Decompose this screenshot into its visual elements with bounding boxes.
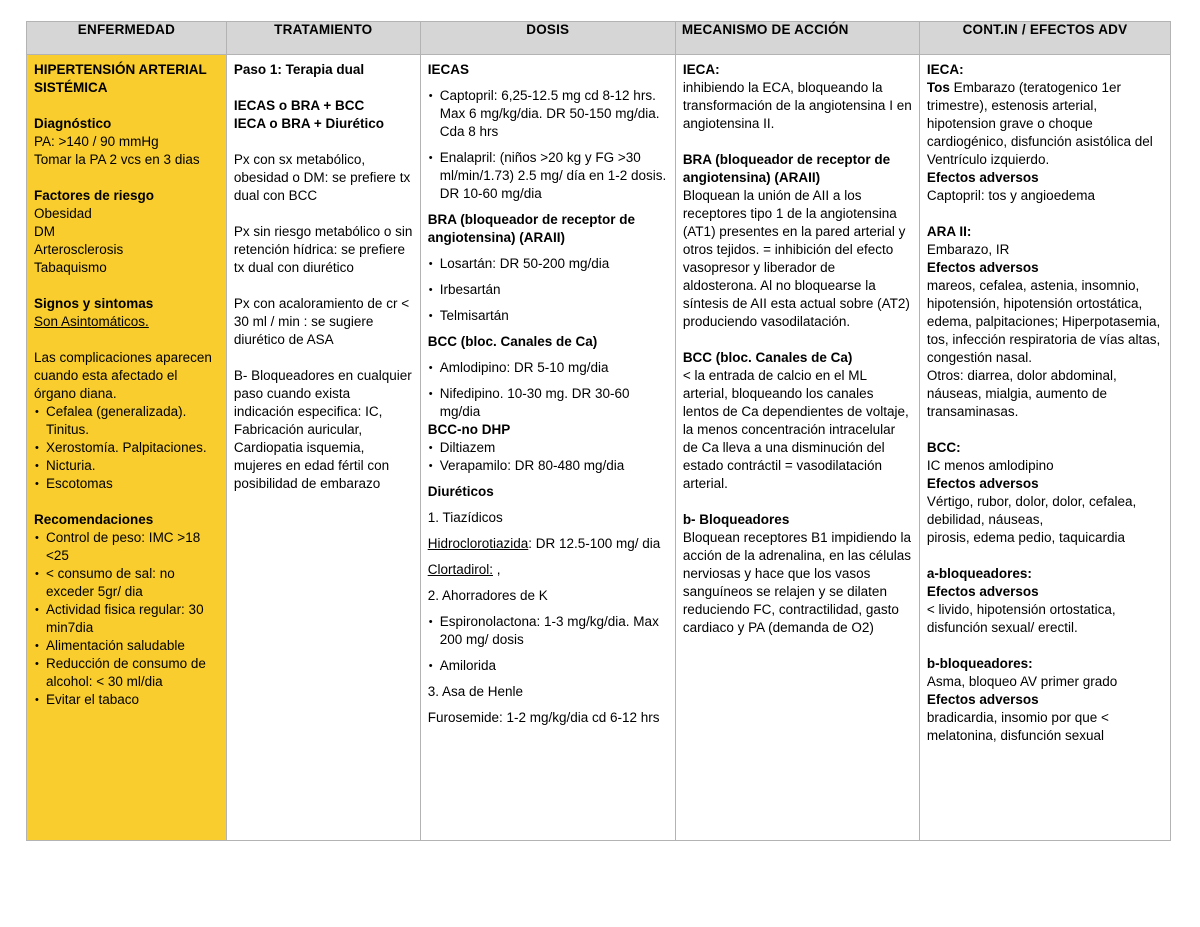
recommendation-item: • Control de peso: IMC >18 <25 [34, 529, 220, 565]
treatment-note: Px con sx metabólico, obesidad o DM: se prefiere tx dual con BCC [233, 152, 411, 203]
signs-heading: Signos y sintomas [34, 296, 154, 311]
contraindication-detail: Embarazo (teratogenico 1er trimestre), estenosis arterial, hipotension grave o choque cardiogénico, disfunción asistólica del Ventrículo izquierdo. [926, 80, 1153, 167]
combo-2: IECA o BRA + Diurético [233, 116, 385, 131]
bcc-heading: BCC: [926, 440, 961, 455]
bra-heading: BRA (bloqueador de receptor de angiotensina) (ARAII) [427, 212, 635, 245]
diagnosis-item: Tomar la PA 2 vcs en 3 dias [34, 152, 200, 167]
mechanism-text: Bloquean receptores B1 impidiendo la acción de la adrenalina, en las células nerviosas y hace que los vasos sanguíneos se relajen y se dilaten reduciendo FC, contractilidad, gasto cardiaco y PA (demanda de O2) [682, 530, 911, 635]
signs-subheading: Son Asintomáticos. [34, 314, 149, 329]
dose-item [428, 561, 669, 579]
cell-dosis [420, 55, 675, 841]
drug-name: Clortadirol: [427, 562, 493, 577]
dose-item: • Diltiazem [428, 439, 669, 457]
adverse-effects-heading: Efectos adversos [926, 170, 1039, 185]
hypertension-table [26, 21, 1171, 841]
recommendations-heading: Recomendaciones [34, 512, 154, 527]
risk-item: DM [34, 224, 55, 239]
cell-mecanismo [675, 55, 919, 841]
diuretic-class: 1. Tiazídicos [427, 510, 503, 525]
contraindication-text: Asma, bloqueo AV primer grado [926, 674, 1118, 689]
dose-item: Furosemide: 1-2 mg/kg/dia cd 6-12 hrs [427, 710, 660, 725]
bra-heading: BRA (bloqueador de receptor de angiotensina) (ARAII) [682, 152, 891, 185]
dose-item: • Nifedipino. 10-30 mg. DR 30-60 mg/dia [428, 385, 669, 421]
bcc-heading: BCC (bloc. Canales de Ca) [427, 334, 598, 349]
header-enfermedad: ENFERMEDAD [27, 22, 227, 55]
contraindication-text: Embarazo, IR [926, 242, 1010, 257]
complication-item: • Xerostomía. Palpitaciones. [34, 439, 220, 457]
header-dosis: DOSIS [420, 22, 675, 55]
diuretics-heading: Diuréticos [427, 484, 494, 499]
complications-text: Las complicaciones aparecen cuando esta afectado el órgano diana. [34, 350, 212, 401]
dose-item: • Telmisartán [428, 307, 669, 325]
adverse-effects-text: Vértigo, rubor, dolor, dolor, cefalea, debilidad, náuseas, [926, 494, 1137, 527]
adverse-effects-heading: Efectos adversos [926, 584, 1039, 599]
adverse-effects-text: < livido, hipotensión ortostatica, disfunción sexual/ erectil. [926, 602, 1116, 635]
complication-item: • Cefalea (generalizada). Tinitus. [34, 403, 220, 439]
recommendation-item: • Evitar el tabaco [34, 691, 220, 709]
step-title: Paso 1: Terapia dual [233, 62, 365, 77]
adverse-effects-text: pirosis, edema pedio, taquicardia [926, 530, 1125, 545]
treatment-note: Px con acaloramiento de cr < 30 ml / min : se sugiere diurético de ASA [233, 296, 410, 347]
drug-dose: : DR 12.5-100 mg/ dia [528, 536, 661, 551]
mechanism-text: Bloquean la unión de AII a los receptores tipo 1 de la angiotensina (AT1) presentes en la pared arterial y otros tejidos. = inhibición del efecto vasopresor y liberador de aldosterona. Al no bloquearse la síntesis de AII esta actual sobre (AT2) produciendo vasodilatación. [682, 188, 910, 329]
iecas-heading: IECAS [427, 62, 469, 77]
dose-item: • Losartán: DR 50-200 mg/dia [428, 255, 669, 273]
header-row [27, 22, 1171, 55]
tos-label: Tos [926, 80, 950, 95]
beta-blockers-heading: b-bloqueadores: [926, 656, 1033, 671]
ieca-heading: IECA: [682, 62, 720, 77]
drug-name: Hidroclorotiazida [427, 536, 529, 551]
risk-item: Tabaquismo [34, 260, 107, 275]
adverse-effects-heading: Efectos adversos [926, 692, 1039, 707]
dose-item: • Espironolactona: 1-3 mg/kg/dia. Max 200 mg/ dosis [428, 613, 669, 649]
dose-item: • Captopril: 6,25-12.5 mg cd 8-12 hrs. Max 6 mg/kg/dia. DR 50-150 mg/dia. Cda 8 hrs [428, 87, 669, 141]
dose-item: • Amilorida [428, 657, 669, 675]
complication-item: • Nicturia. [34, 457, 220, 475]
content-row [27, 55, 1171, 841]
mechanism-text: < la entrada de calcio en el ML arterial, bloqueando los canales lentos de Ca dependientes de voltaje, la menos concentración intracelular de Ca lleva a una disminución del estado contráctil = vasodilatación arterial. [682, 368, 909, 491]
recommendation-item: • < consumo de sal: no exceder 5gr/ dia [34, 565, 220, 601]
adverse-effects-other: Otros: diarrea, dolor abdominal, náuseas, mialgia, aumento de transaminasas. [926, 368, 1117, 419]
diuretic-class: 3. Asa de Henle [427, 684, 524, 699]
diagnosis-item: PA: >140 / 90 mmHg [34, 134, 159, 149]
header-tratamiento: TRATAMIENTO [226, 22, 420, 55]
dose-item: • Enalapril: (niños >20 kg y FG >30 ml/min/1.73) 2.5 mg/ día en 1-2 dosis. DR 10-60 mg/dia [428, 149, 669, 203]
dose-item: • Verapamilo: DR 80-480 mg/dia [428, 457, 669, 475]
beta-blockers-heading: b- Bloqueadores [682, 512, 790, 527]
mechanism-text: inhibiendo la ECA, bloqueando la transformación de la angiotensina I en angiotensina II. [682, 80, 912, 131]
risk-heading: Factores de riesgo [34, 188, 155, 203]
risk-item: Obesidad [34, 206, 92, 221]
header-mecanismo: MECANISMO DE ACCIÓN [675, 22, 919, 55]
complication-item: • Escotomas [34, 475, 220, 493]
recommendation-item: • Reducción de consumo de alcohol: < 30 ml/dia [34, 655, 220, 691]
dose-item: • Amlodipino: DR 5-10 mg/dia [428, 359, 669, 377]
treatment-note: Px sin riesgo metabólico o sin retención hídrica: se prefiere tx dual con diurético [233, 224, 413, 275]
contraindication-text [927, 79, 1164, 169]
risk-item: Arterosclerosis [34, 242, 124, 257]
ara-heading: ARA II: [926, 224, 972, 239]
dose-item [428, 535, 669, 553]
diuretic-class: 2. Ahorradores de K [427, 588, 548, 603]
header-contraindicaciones: CONT.IN / EFECTOS ADV [919, 22, 1170, 55]
cell-tratamiento [226, 55, 420, 841]
cell-contraindicaciones [919, 55, 1170, 841]
adverse-effects-heading: Efectos adversos [926, 260, 1039, 275]
alpha-blockers-heading: a-bloqueadores: [926, 566, 1032, 581]
cell-enfermedad [27, 55, 227, 841]
drug-dose: , [492, 562, 501, 577]
recommendation-item: • Actividad fisica regular: 30 min7dia [34, 601, 220, 637]
adverse-effects-text: Captopril: tos y angioedema [926, 188, 1095, 203]
recommendation-item: • Alimentación saludable [34, 637, 220, 655]
bcc-no-dhp-heading: BCC-no DHP [427, 422, 511, 437]
dose-item: • Irbesartán [428, 281, 669, 299]
adverse-effects-heading: Efectos adversos [926, 476, 1039, 491]
ieca-heading: IECA: [926, 62, 964, 77]
adverse-effects-text: mareos, cefalea, astenia, insomnio, hipotensión, hipotensión ortostática, edema, palpitaciones; Hiperpotasemia, tos, infección respiratoria de vías altas, congestión nasal. [926, 278, 1161, 365]
treatment-note: B- Bloqueadores en cualquier paso cuando exista indicación especifica: IC, Fabricación auricular, Cardiopatia isquemia, mujeres en edad fértil con posibilidad de embarazo [233, 368, 412, 491]
disease-title: HIPERTENSIÓN ARTERIAL SISTÉMICA [34, 62, 207, 95]
diagnosis-heading: Diagnóstico [34, 116, 112, 131]
adverse-effects-text: bradicardia, insomio por que < melatonina, disfunción sexual [926, 710, 1109, 743]
bcc-heading: BCC (bloc. Canales de Ca) [682, 350, 853, 365]
contraindication-text: IC menos amlodipino [926, 458, 1054, 473]
combo-1: IECAS o BRA + BCC [233, 98, 365, 113]
